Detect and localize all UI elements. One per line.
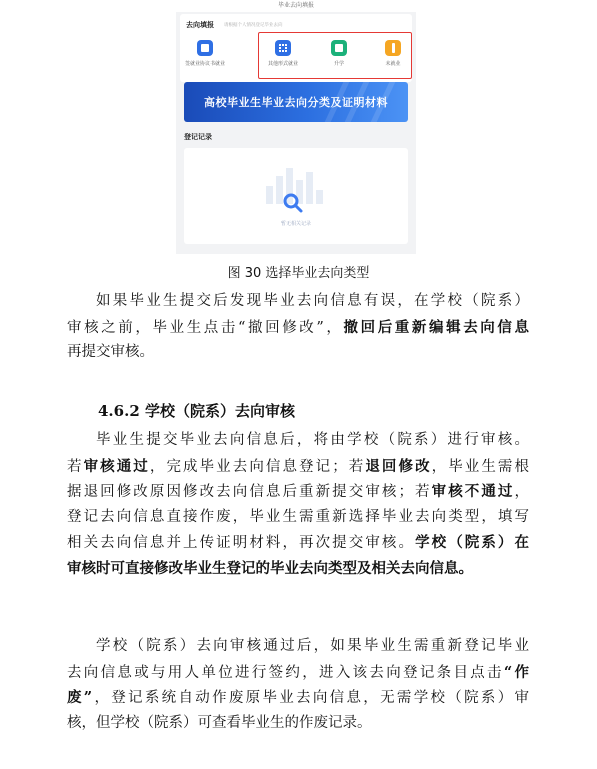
text-line: 核，但学校（院系）可查看毕业生的作废记录。	[67, 714, 372, 731]
card-title: 去向填报	[186, 21, 214, 29]
text-line: 如果毕业生提交后发现毕业去向信息有误，在学校（院系）	[96, 293, 529, 309]
text-line: 再提交审核。	[67, 344, 154, 360]
document-icon	[197, 40, 213, 56]
text-line: 审核之前，毕业生点击“撤回修改”，撤回后重新编辑去向信息	[67, 318, 530, 336]
text-line: 据退回修改原因修改去向信息后重新提交审核；若审核不通过，	[67, 483, 530, 500]
option-label: 签就业协议书就业	[184, 61, 225, 67]
text-line: 登记去向信息直接作废，毕业生需重新选择毕业去向类型，填写	[67, 508, 529, 525]
app-screenshot	[176, 0, 416, 254]
destination-card	[180, 14, 412, 82]
record-empty-state	[184, 148, 408, 244]
classification-banner[interactable]	[184, 82, 408, 122]
highlight-box	[258, 32, 412, 79]
magnifier-icon	[282, 192, 304, 214]
text-line: 去向信息或与用人单位进行签约，进入该去向登记条目点击“作	[67, 663, 530, 681]
text-line: 相关去向信息并上传证明材料，再次提交审核。学校（院系）在	[67, 534, 530, 551]
figure-caption: 图 30 选择毕业去向类型	[227, 266, 370, 281]
text-line: 毕业生提交毕业去向信息后，将由学校（院系）进行审核。	[96, 432, 529, 448]
app-topbar: 毕业去向填报	[176, 0, 416, 12]
section-heading: 4.6.2 学校（院系）去向审核	[98, 402, 295, 420]
record-title: 登记记录	[184, 133, 212, 141]
text-line: 学校（院系）去向审核通过后，如果毕业生需重新登记毕业	[96, 638, 529, 654]
option-agreement-employment[interactable]	[182, 40, 228, 67]
paragraph-void	[67, 634, 529, 736]
empty-text: 暂无相关记录	[280, 221, 311, 227]
text-line: 若审核通过，完成毕业去向信息登记；若退回修改，毕业生需根	[67, 457, 530, 475]
paragraph-withdraw	[67, 289, 529, 366]
paragraph-review	[67, 428, 529, 581]
text-line: 废”，登记系统自动作废原毕业去向信息，无需学校（院系）审	[67, 689, 530, 706]
text-line: 审核时可直接修改毕业生登记的毕业去向类型及相关去向信息。	[67, 559, 473, 577]
card-hint: 请根据个人情况登记毕业去向	[224, 23, 283, 28]
option-label: 未就业	[385, 61, 401, 67]
option-label: 升学	[333, 61, 344, 67]
banner-text: 高校毕业生毕业去向分类及证明材料	[204, 96, 388, 109]
option-label: 其他形式就业	[267, 61, 298, 67]
